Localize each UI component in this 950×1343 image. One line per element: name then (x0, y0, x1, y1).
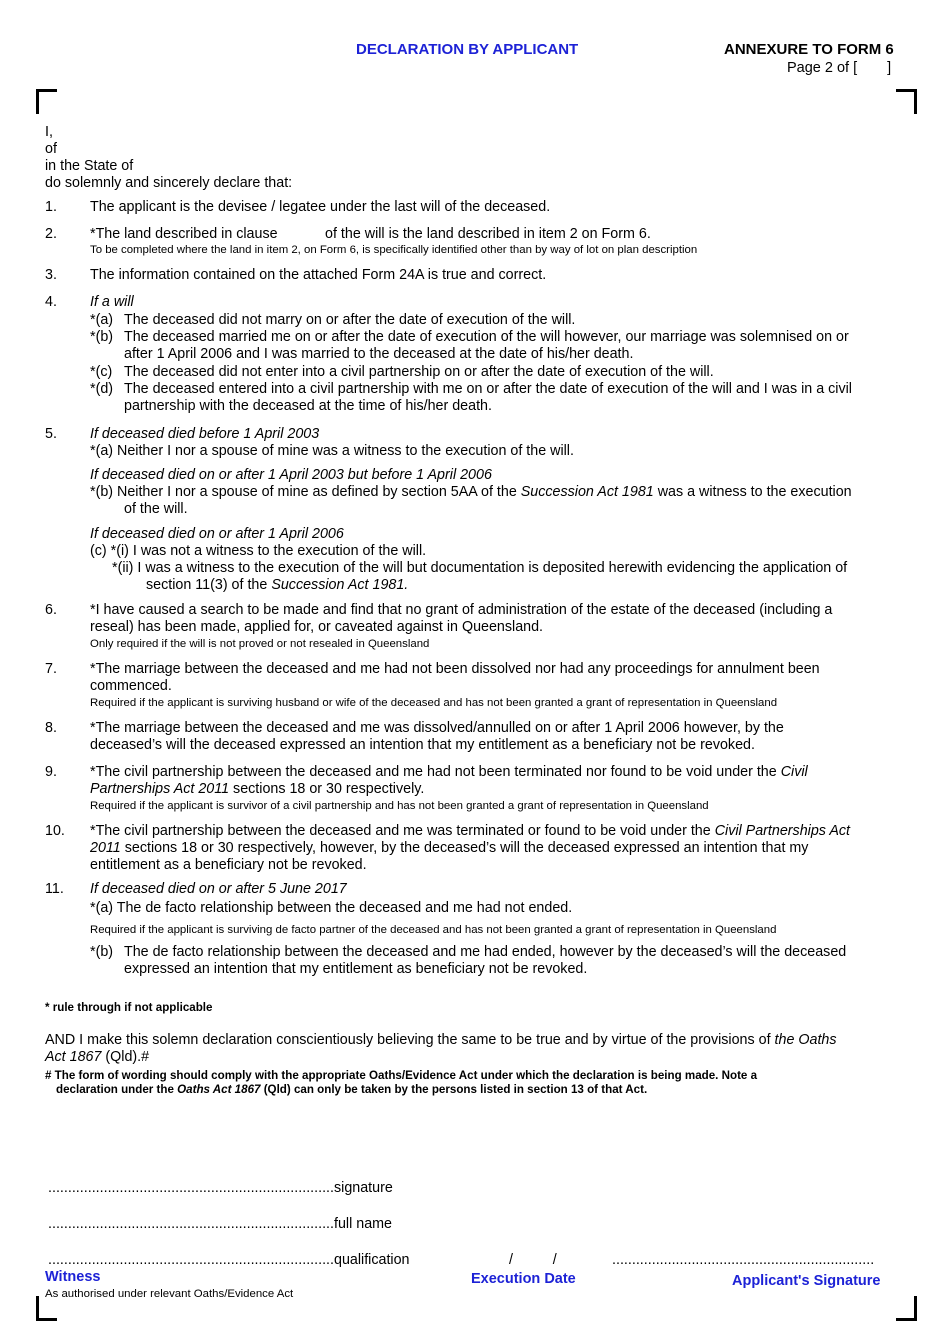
solemn-text-1a: AND I make this solemn declaration conscientiously believing the same to be true and by virtue of the provisions of (45, 1032, 775, 1048)
item-4b-text-1: The deceased married me on or after the date of execution of the will however, our marriage was solemnised on or (124, 329, 849, 345)
item-5b-text-2: of the will. (124, 501, 188, 517)
item-4-number: 4. (45, 294, 57, 310)
item-6-number: 6. (45, 602, 57, 618)
corner-top-right (896, 89, 917, 114)
rule-note: * rule through if not applicable (45, 1001, 213, 1014)
item-11b-label: *(b) (90, 944, 114, 960)
item-9-number: 9. (45, 764, 57, 780)
applicant-signature-line[interactable]: .................................................................. (612, 1252, 875, 1268)
execution-date-label: Execution Date (471, 1271, 576, 1287)
item-9-act-b: Partnerships Act 2011 (90, 781, 230, 797)
page-number (787, 60, 891, 76)
item-5c-text-2: *(ii) I was a witness to the execution of the will but documentation is deposited herewith evidencing the application of (112, 560, 848, 576)
item-10-act-a: Civil Partnerships Act (714, 823, 851, 839)
qualification-dots: ........................................................................ (48, 1252, 334, 1268)
item-5-number: 5. (45, 426, 57, 442)
item-4a-label: *(a) (90, 312, 114, 328)
item-9-act-a: Civil (780, 764, 808, 780)
page-title: DECLARATION BY APPLICANT (356, 41, 579, 58)
execution-date-field[interactable]: / / (509, 1252, 557, 1268)
item-3-number: 3. (45, 267, 57, 283)
item-11-number: 11. (45, 881, 64, 897)
item-11-heading: If deceased died on or after 5 June 2017 (90, 881, 347, 897)
item-4b-text-2: after 1 April 2006 and I was married to the deceased at the date of his/her death. (124, 346, 634, 362)
item-4c-label: *(c) (90, 364, 113, 380)
item-11a-text: *(a) The de facto relationship between the deceased and me had not ended. (90, 900, 573, 916)
item-2-number: 2. (45, 226, 57, 242)
item-4a-text: The deceased did not marry on or after the date of execution of the will. (124, 312, 576, 328)
annexure-label: ANNEXURE TO FORM 6 (724, 41, 894, 58)
full-name-dots: ........................................................................ (48, 1216, 334, 1232)
hash-note-2 (56, 1083, 647, 1097)
item-5c-text-1: (c) *(i) I was not a witness to the execution of the will. (90, 543, 427, 559)
item-9-text-1 (90, 764, 808, 781)
item-9-note: Required if the applicant is survivor of a civil partnership and has not been granted a grant of representation in Queensland (90, 800, 709, 812)
item-9-text-2 (90, 781, 424, 798)
witness-label: Witness (45, 1269, 101, 1285)
item-5b-act: Succession Act 1981 (520, 484, 654, 500)
item-5a-text: *(a) Neither I nor a spouse of mine was a witness to the execution of the will. (90, 443, 574, 459)
item-5c-text-3a: section 11(3) of the (146, 577, 272, 593)
hash-note-act: Oaths Act 1867 (177, 1083, 261, 1096)
item-8-text-1: *The marriage between the deceased and me was dissolved/annulled on or after 1 April 2006 however, by the (90, 720, 784, 736)
item-4b-label: *(b) (90, 329, 114, 345)
full-name-label: full name (334, 1216, 393, 1232)
corner-top-left (36, 89, 57, 114)
item-5-heading-3: If deceased died on or after 1 April 2006 (90, 526, 344, 542)
intro-declare: do solemnly and sincerely declare that: (45, 175, 293, 191)
full-name-line[interactable] (48, 1216, 392, 1233)
intro-state: in the State of (45, 158, 134, 174)
item-1-number: 1. (45, 199, 57, 215)
item-4d-label: *(d) (90, 381, 114, 397)
item-11b-text-2: expressed an intention that my entitlement as beneficiary not be revoked. (124, 961, 588, 977)
item-2-note: To be completed where the land in item 2, on Form 6, is specifically identified other than by way of lot on plan description (90, 244, 698, 256)
item-10-text-3: entitlement as a beneficiary not be revoked. (90, 857, 367, 873)
signature-label: signature (334, 1180, 393, 1196)
item-7-text-2: commenced. (90, 678, 172, 694)
item-10-text-1a: *The civil partnership between the deceased and me was terminated or found to be void under the (90, 823, 715, 839)
item-10-text-2b: sections 18 or 30 respectively, however, by the deceased’s will the deceased expressed an intention that my (120, 840, 809, 856)
qualification-line[interactable] (48, 1252, 410, 1269)
page-prefix: Page 2 of [ (787, 60, 858, 76)
signature-line[interactable] (48, 1180, 393, 1197)
signature-dots: ........................................................................ (48, 1180, 334, 1196)
item-10-text-1 (90, 823, 850, 840)
corner-bottom-right (896, 1296, 917, 1321)
item-5b-text-1a: *(b) Neither I nor a spouse of mine as defined by section 5AA of the (90, 484, 521, 500)
hash-note-1: # The form of wording should comply with the appropriate Oaths/Evidence Act under which the declaration is being made. Note a (45, 1069, 758, 1082)
solemn-declaration-1 (45, 1032, 837, 1049)
item-4-heading: If a will (90, 294, 134, 310)
item-9-text-1a: *The civil partnership between the deceased and me had not been terminated nor found to be void under the (90, 764, 781, 780)
item-5b-text-1c: was a witness to the execution (653, 484, 852, 500)
item-6-text-1: *I have caused a search to be made and find that no grant of administration of the estate of the deceased (including a (90, 602, 833, 618)
item-5-heading-2: If deceased died on or after 1 April 2003 but before 1 April 2006 (90, 467, 492, 483)
hash-note-2c: (Qld) can only be taken by the persons listed in section 13 of that Act. (260, 1083, 648, 1096)
item-4d-text-1: The deceased entered into a civil partnership with me on or after the date of execution of the will and I was in a civil (124, 381, 852, 397)
item-7-text-1: *The marriage between the deceased and me had not been dissolved nor had any proceedings for annulment been (90, 661, 820, 677)
item-10-text-2 (90, 840, 808, 857)
intro-of: of (45, 141, 57, 157)
item-2-text-b: of the will is the land described in item 2 on Form 6. (325, 226, 651, 242)
item-6-note: Only required if the will is not proved or not resealed in Queensland (90, 638, 430, 650)
witness-note: As authorised under relevant Oaths/Evidence Act (45, 1288, 294, 1300)
item-5b-text-1 (90, 484, 852, 501)
solemn-act-a: the Oaths (774, 1032, 837, 1048)
item-7-note: Required if the applicant is surviving husband or wife of the deceased and has not been granted a grant of representation in Queensland (90, 697, 778, 709)
solemn-text-2b: (Qld).# (101, 1049, 150, 1065)
item-11b-text-1: The de facto relationship between the deceased and me had ended, however by the deceased’s will the deceased (124, 944, 847, 960)
item-3-text: The information contained on the attached Form 24A is true and correct. (90, 267, 547, 283)
solemn-declaration-2 (45, 1049, 149, 1066)
item-6-text-2: reseal) has been made, applied for, or caveated against in Queensland. (90, 619, 544, 635)
item-4c-text: The deceased did not enter into a civil partnership on or after the date of execution of the will. (124, 364, 714, 380)
item-5c-act: Succession Act 1981. (271, 577, 409, 593)
page-suffix: ] (887, 60, 892, 76)
hash-note-2a: declaration under the (56, 1083, 178, 1096)
item-9-text-2b: sections 18 or 30 respectively. (229, 781, 425, 797)
item-5-heading: If deceased died before 1 April 2003 (90, 426, 320, 442)
item-11-note: Required if the applicant is surviving de facto partner of the deceased and has not been granted a grant of representation in Queensland (90, 924, 777, 936)
item-1-text: The applicant is the devisee / legatee under the last will of the deceased. (90, 199, 551, 215)
item-2-text-a: *The land described in clause (90, 226, 278, 242)
item-5c-text-3 (146, 577, 408, 594)
qualification-label: qualification (334, 1252, 410, 1268)
applicant-signature-label: Applicant's Signature (732, 1273, 881, 1289)
item-10-number: 10. (45, 823, 65, 839)
item-7-number: 7. (45, 661, 57, 677)
item-8-number: 8. (45, 720, 57, 736)
solemn-act-b: Act 1867 (45, 1049, 102, 1065)
item-10-act-b: 2011 (90, 840, 121, 856)
intro-i: I, (45, 124, 53, 140)
item-4d-text-2: partnership with the deceased at the time of his/her death. (124, 398, 492, 414)
item-8-text-2: deceased’s will the deceased expressed an intention that my entitlement as a beneficiary not be revoked. (90, 737, 755, 753)
